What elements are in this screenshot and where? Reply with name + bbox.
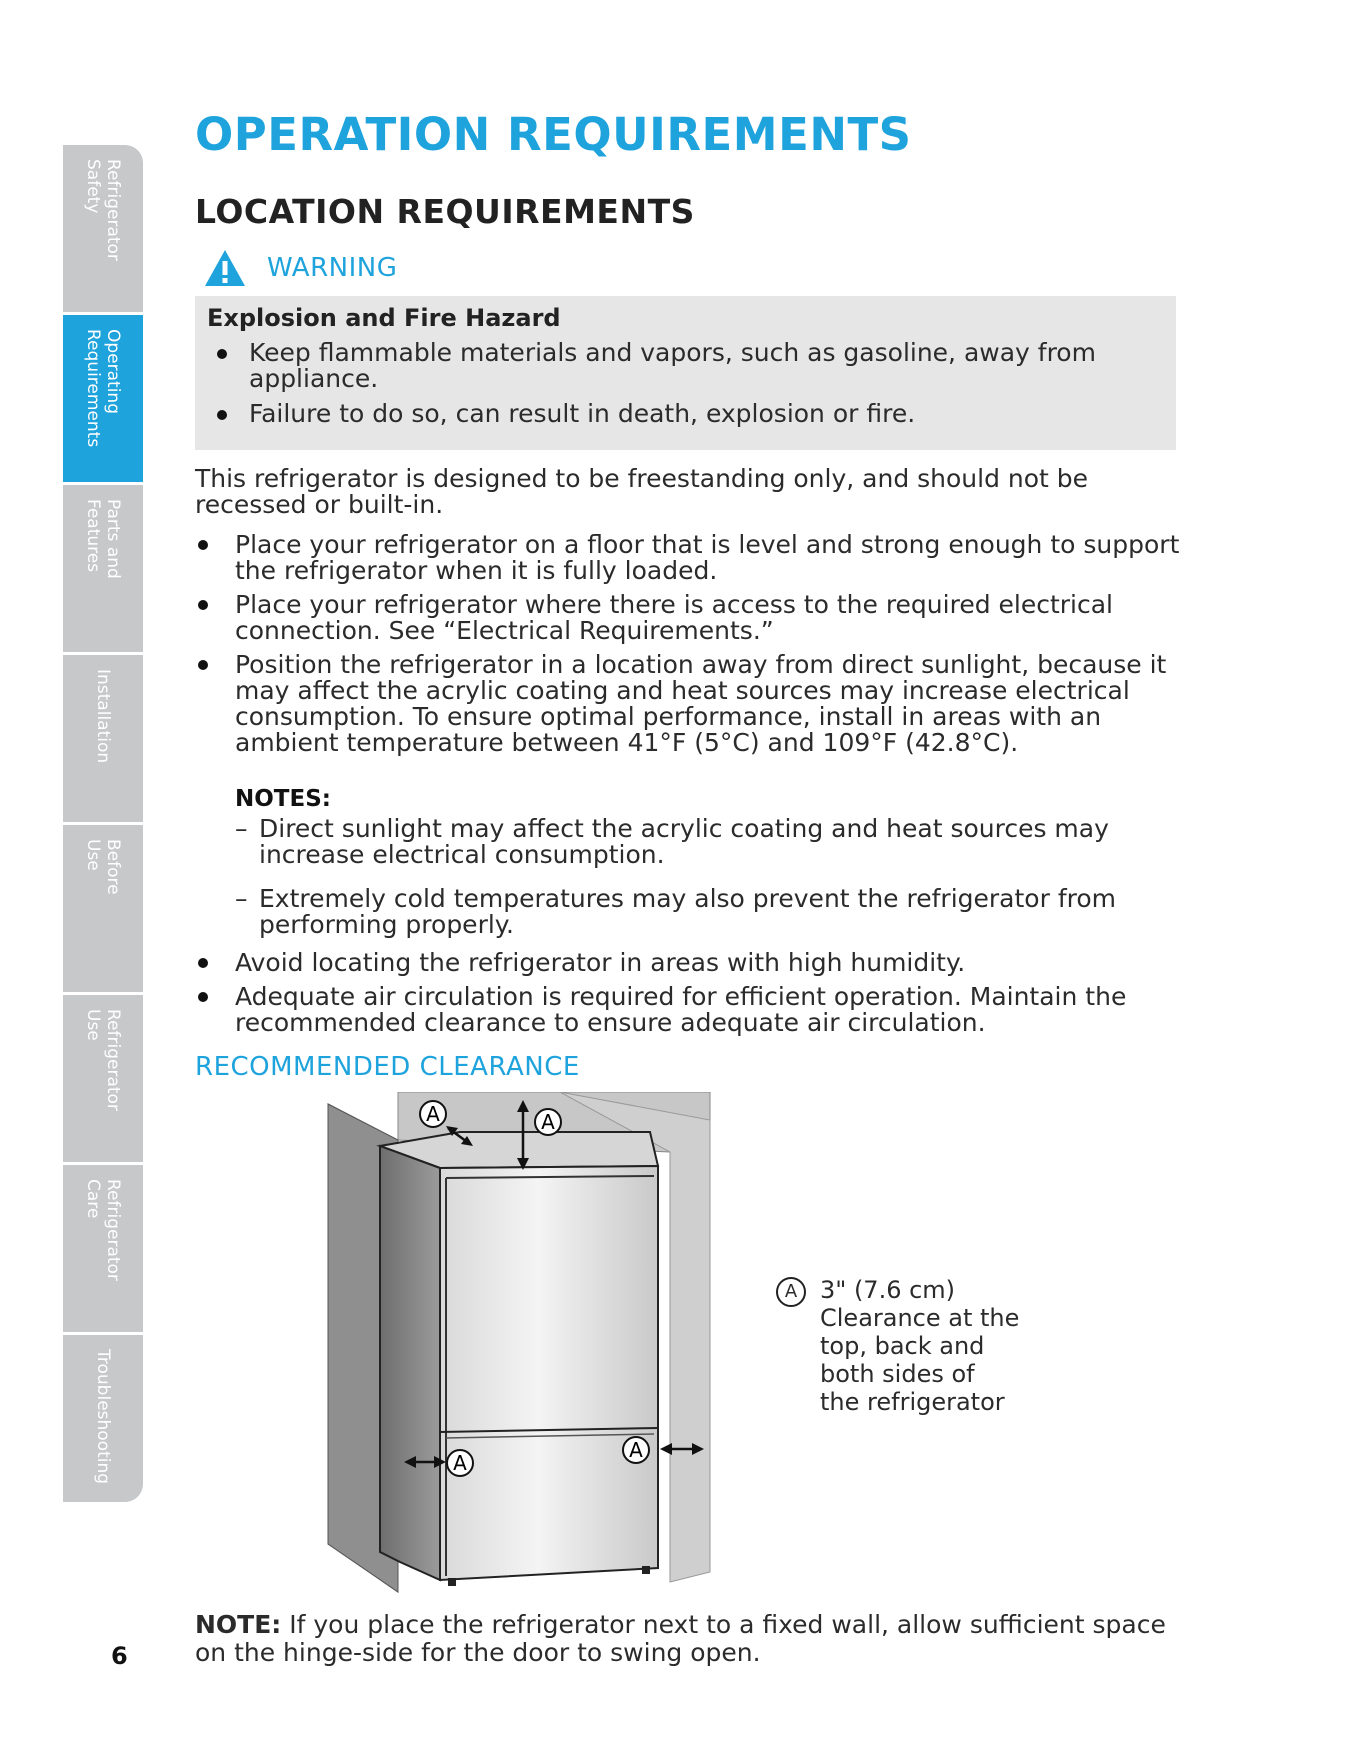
fridge-front <box>440 1166 658 1580</box>
tab-label: Operating Requirements <box>83 329 123 448</box>
tab-label: Refrigerator Care <box>83 1179 123 1281</box>
legend-line: top, back and <box>820 1332 985 1360</box>
intro-paragraph: This refrigerator is designed to be freestanding only, and should not be recessed or built-in. <box>195 464 1089 519</box>
list-item: Place your refrigerator on a floor that is level and strong enough to support the refrigerator when it is fully loaded. <box>195 532 1195 584</box>
clearance-diagram <box>320 1092 730 1612</box>
legend-text <box>820 1276 1060 1416</box>
warning-header <box>203 246 397 290</box>
note-text: If you place the refrigerator next to a fixed wall, allow sufficient space on the hinge-side for the door to swing open. <box>195 1610 1166 1667</box>
svg-text:A: A <box>541 1110 555 1134</box>
warning-triangle-icon <box>203 248 247 288</box>
svg-text:A: A <box>453 1451 467 1475</box>
tab-label: Refrigerator Safety <box>83 159 123 261</box>
section-title: LOCATION REQUIREMENTS <box>195 192 695 231</box>
list-item: Avoid locating the refrigerator in areas with high humidity. <box>195 950 1195 976</box>
note-item: – Direct sunlight may affect the acrylic coating and heat sources may increase electrical consumption. <box>235 814 1109 869</box>
svg-text:A: A <box>426 1102 440 1126</box>
list-item: Keep flammable materials and vapors, such as gasoline, away from appliance. <box>207 340 1164 392</box>
legend-line: the refrigerator <box>820 1388 1005 1416</box>
tab-label: Refrigerator Use <box>83 1009 123 1111</box>
tab-label: Parts and Features <box>83 499 123 579</box>
list-item: Position the refrigerator in a location away from direct sunlight, because it may affect the acrylic coating and heat sources may increase electrical consumption. To ensure optimal performance, install in areas with an ambient temperature between 41°F (5°C) and 109°F (42.8°C). <box>195 652 1195 756</box>
note-text: Extremely cold temperatures may also prevent the refrigerator from performing properly. <box>259 884 1116 939</box>
note-text: Direct sunlight may affect the acrylic coating and heat sources may increase electrical consumption. <box>259 814 1109 869</box>
legend-line: Clearance at the <box>820 1304 1020 1332</box>
tab-label: Before Use <box>83 839 123 895</box>
note-label: NOTE: <box>195 1610 282 1639</box>
warning-box <box>195 296 1176 450</box>
list-item: Place your refrigerator where there is access to the required electrical connection. See “Electrical Requirements.” <box>195 592 1195 644</box>
tab-operating-requirements[interactable] <box>63 315 143 485</box>
note-item: – Extremely cold temperatures may also prevent the refrigerator from performing properly. <box>235 884 1116 939</box>
page-number: 6 <box>111 1642 128 1670</box>
clearance-title: RECOMMENDED CLEARANCE <box>195 1052 580 1082</box>
tab-installation[interactable] <box>63 655 143 825</box>
section-sidebar <box>63 145 143 1502</box>
fridge-side <box>380 1146 440 1580</box>
list-item: Failure to do so, can result in death, explosion or fire. <box>207 401 1164 427</box>
tab-label: Installation <box>93 669 113 764</box>
clearance-legend <box>776 1276 1060 1416</box>
location-list-continued <box>195 950 1195 1044</box>
notes-block <box>235 786 1175 956</box>
notes-title: NOTES: <box>235 786 331 812</box>
svg-text:A: A <box>629 1438 643 1462</box>
tab-refrigerator-care[interactable] <box>63 1165 143 1335</box>
tab-refrigerator-use[interactable] <box>63 995 143 1165</box>
location-list <box>195 532 1195 764</box>
tab-parts-and-features[interactable] <box>63 485 143 655</box>
legend-line: both sides of <box>820 1360 975 1388</box>
tab-troubleshooting[interactable] <box>63 1335 143 1502</box>
tab-before-use[interactable] <box>63 825 143 995</box>
tab-refrigerator-safety[interactable] <box>63 145 143 315</box>
marker-a-badge: A <box>776 1277 806 1307</box>
page-title: OPERATION REQUIREMENTS <box>195 108 912 161</box>
list-item: Adequate air circulation is required for efficient operation. Maintain the recommended clearance to ensure adequate air circulation. <box>195 984 1195 1036</box>
warning-label: WARNING <box>267 253 398 283</box>
legend-line: 3" (7.6 cm) <box>820 1276 956 1304</box>
bottom-note <box>195 1611 1175 1667</box>
tab-label: Troubleshooting <box>93 1349 113 1485</box>
warning-list <box>207 340 1164 427</box>
warning-box-title: Explosion and Fire Hazard <box>207 304 561 332</box>
